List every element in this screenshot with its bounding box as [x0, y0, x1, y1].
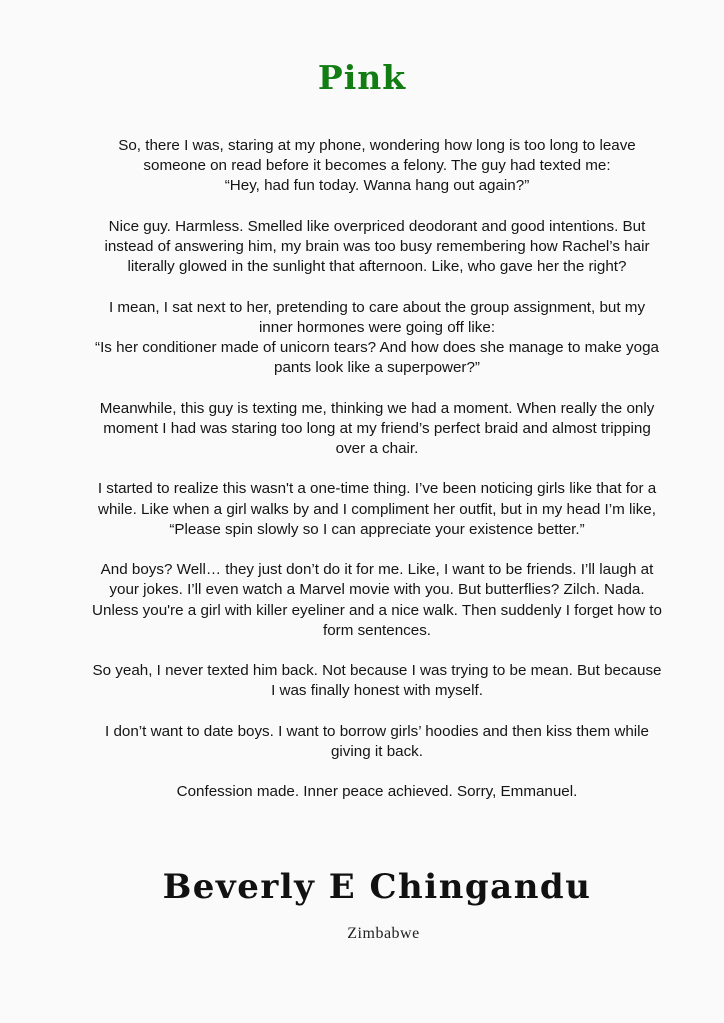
paragraph-6: And boys? Well… they just don’t do it for me. Like, I want to be friends. I’ll laugh at your jokes. I’ll even watch a Marvel movie with you. But butterflies? Zilch. Nada. Unless you're a girl with killer eyeliner and a nice walk. Then suddenly I forget how to form sentences.	[92, 561, 662, 639]
paragraph-9: Confession made. Inner peace achieved. Sorry, Emmanuel.	[176, 783, 578, 801]
paragraph-4: Meanwhile, this guy is texting me, thinking we had a moment. When really the only moment I had was staring too long at my friend’s perfect braid and almost tripping over a chair.	[99, 399, 655, 457]
paragraph-5: I started to realize this wasn't a one-time thing. I’ve been noticing girls like that for a while. Like when a girl walks by and I compliment her outfit, but in my head I’m like, “Please spin slowly so I can appreciate your existence better.”	[97, 480, 657, 538]
author-country: Zimbabwe	[347, 925, 420, 942]
author-name: Beverly E Chingandu	[162, 867, 592, 907]
paragraph-7: So yeah, I never texted him back. Not because I was trying to be mean. But because I was finally honest with myself.	[92, 662, 662, 700]
document-title: Pink	[317, 58, 407, 97]
paragraph-2: Nice guy. Harmless. Smelled like overpriced deodorant and good intentions. But instead of answering him, my brain was too busy remembering how Rachel’s hair literally glowed in the sunlight that afternoon. Like, who gave her the right?	[104, 217, 650, 276]
paragraph-3: I mean, I sat next to her, pretending to care about the group assignment, but my inner hormones were going off like: “Is her conditioner made of unicorn tears? And how does she manage to make yoga pants look like a superpower?”	[95, 298, 659, 377]
story-body	[92, 136, 662, 803]
paragraph-1: So, there I was, staring at my phone, wondering how long is too long to leave someone on read before it becomes a felony. The guy had texted me: “Hey, had fun today. Wanna hang out again?”	[118, 137, 636, 195]
paragraph-8: I don’t want to date boys. I want to borrow girls’ hoodies and then kiss them while giving it back.	[105, 722, 649, 760]
